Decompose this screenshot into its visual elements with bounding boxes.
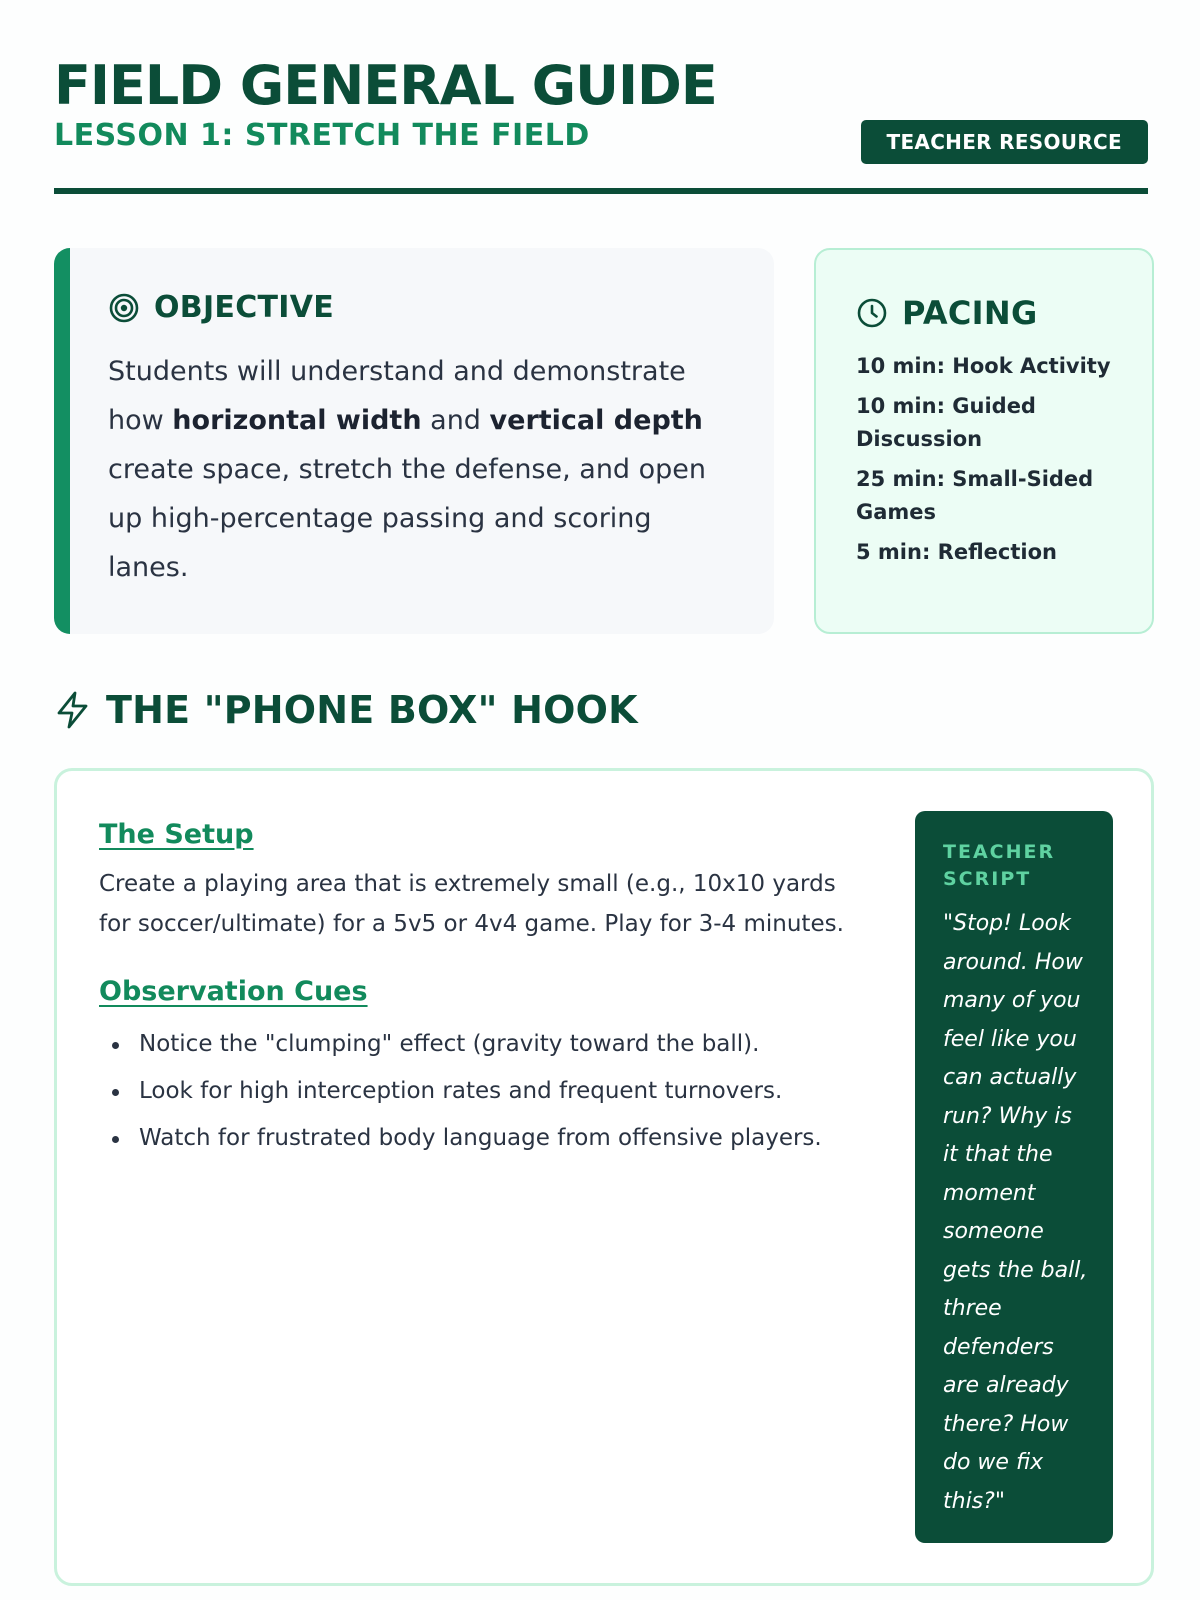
lightning-icon bbox=[54, 690, 92, 730]
objective-heading-label: OBJECTIVE bbox=[154, 290, 335, 325]
teacher-script-text: "Stop! Look around. How many of you feel like you can actually run? Why is it that the moment someone gets the ball, three defenders are already there? How do we fix this?" bbox=[943, 911, 1088, 1514]
pacing-item: 10 min: Guided Discussion bbox=[856, 394, 1036, 451]
teacher-script-label: TEACHER SCRIPT bbox=[943, 841, 1056, 890]
pacing-list bbox=[856, 350, 1122, 569]
page-header bbox=[54, 56, 1148, 196]
pacing-card bbox=[814, 248, 1154, 634]
objective-text: Students will understand and demonstrate how horizontal width and vertical depth create space, stretch the defense, and open up high-percentage passing and scoring lanes. bbox=[108, 356, 707, 583]
observation-cues-heading: Observation Cues bbox=[99, 976, 368, 1007]
horizontal-width-term: horizontal width bbox=[172, 405, 422, 436]
header-divider bbox=[54, 188, 1148, 194]
hook-heading-label: THE "PHONE BOX" HOOK bbox=[106, 688, 638, 732]
setup-heading: The Setup bbox=[99, 819, 254, 850]
clock-icon bbox=[856, 297, 888, 329]
hook-card bbox=[54, 768, 1154, 1586]
target-icon bbox=[108, 292, 140, 324]
teacher-resource-badge: TEACHER RESOURCE bbox=[861, 120, 1148, 164]
objective-card bbox=[54, 248, 774, 634]
cue-item: Notice the "clumping" effect (gravity toward the ball). bbox=[99, 1021, 869, 1068]
objective-heading bbox=[108, 290, 734, 325]
teacher-script-box bbox=[915, 811, 1113, 1543]
hook-section-heading bbox=[54, 688, 638, 732]
pacing-item: 25 min: Small-Sided Games bbox=[856, 467, 1094, 524]
setup-text: Create a playing area that is extremely small (e.g., 10x10 yards for soccer/ultimate) for a 5v5 or 4v4 game. Play for 3-4 minutes. bbox=[99, 871, 844, 937]
pacing-heading-label: PACING bbox=[902, 294, 1038, 332]
cue-item: Watch for frustrated body language from offensive players. bbox=[99, 1115, 869, 1162]
hook-main-content bbox=[99, 819, 869, 1162]
pacing-item: 10 min: Hook Activity bbox=[856, 354, 1111, 378]
page-title: FIELD GENERAL GUIDE bbox=[54, 54, 717, 117]
vertical-depth-term: vertical depth bbox=[489, 405, 703, 436]
pacing-heading bbox=[856, 294, 1122, 332]
cue-item: Look for high interception rates and frequent turnovers. bbox=[99, 1068, 869, 1115]
lesson-subtitle: LESSON 1: STRETCH THE FIELD bbox=[54, 118, 590, 153]
observation-cues-list bbox=[99, 1021, 869, 1162]
pacing-item: 5 min: Reflection bbox=[856, 540, 1057, 564]
